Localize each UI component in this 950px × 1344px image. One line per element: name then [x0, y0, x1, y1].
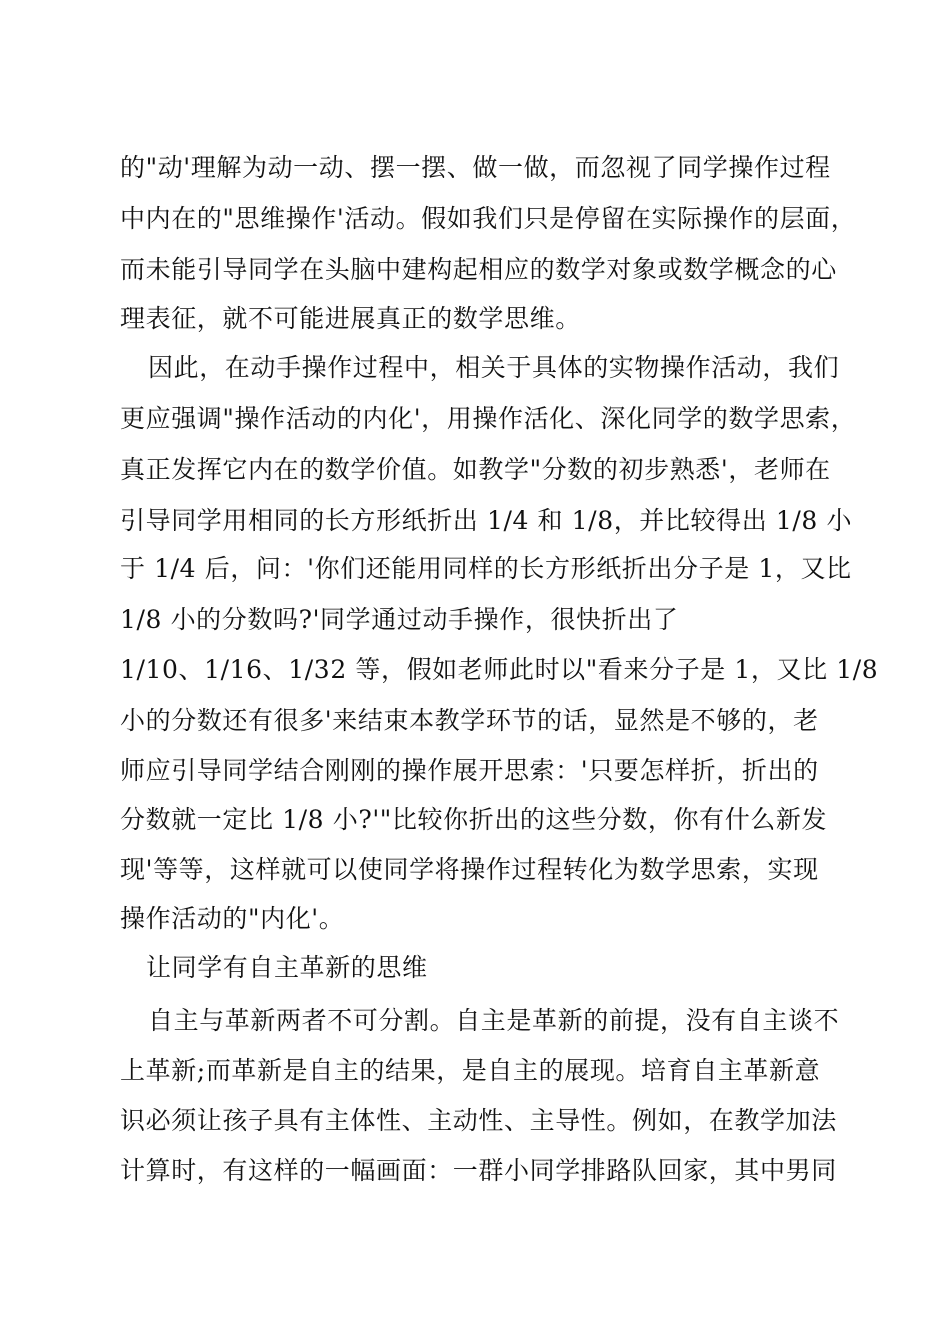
paragraph-line-13: 师应引导同学结合刚刚的操作展开思索：'只要怎样折，折出的 [120, 756, 819, 785]
paragraph-line-20: 计算时，有这样的一幅画面：一群小同学排路队回家，其中男同 [120, 1156, 837, 1185]
paragraph-line-7: 真正发挥它内在的数学价值。如教学"分数的初步熟悉'，老师在 [120, 455, 831, 484]
paragraph-line-19: 识必须让孩子具有主体性、主动性、主导性。例如，在教学加法 [120, 1106, 837, 1135]
paragraph-line-9: 于 1/4 后，问：'你们还能用同样的长方形纸折出分子是 1，又比 [120, 554, 852, 583]
paragraph-line-4: 理表征，就不可能进展真正的数学思维。 [120, 304, 581, 333]
paragraph-line-18: 上革新;而革新是自主的结果，是自主的展现。培育自主革新意 [120, 1056, 821, 1085]
paragraph-line-11: 1/10、1/16、1/32 等，假如老师此时以"看来分子是 1，又比 1/8 [120, 655, 879, 684]
paragraph-line-5: 因此，在动手操作过程中，相关于具体的实物操作活动，我们 [148, 353, 840, 382]
paragraph-line-3: 而未能引导同学在头脑中建构起相应的数学对象或数学概念的心 [120, 255, 837, 284]
paragraph-line-15: 现'等等，这样就可以使同学将操作过程转化为数学思索，实现 [120, 855, 819, 884]
paragraph-line-6: 更应强调"操作活动的内化'，用操作活化、深化同学的数学思索， [120, 404, 857, 433]
paragraph-line-8: 引导同学用相同的长方形纸折出 1/4 和 1/8，并比较得出 1/8 小 [120, 506, 853, 535]
paragraph-line-14: 分数就一定比 1/8 小?'"比较你折出的这些分数，你有什么新发 [120, 805, 828, 834]
paragraph-line-17: 自主与革新两者不可分割。自主是革新的前提，没有自主谈不 [148, 1006, 840, 1035]
paragraph-line-2: 中内在的"思维操作'活动。假如我们只是停留在实际操作的层面， [120, 204, 857, 233]
paragraph-line-12: 小的分数还有很多'来结束本教学环节的话，显然是不够的，老 [120, 706, 819, 735]
paragraph-line-1: 的"动'理解为动一动、摆一摆、做一做，而忽视了同学操作过程 [120, 153, 831, 182]
section-heading: 让同学有自主革新的思维 [146, 953, 428, 982]
paragraph-line-10: 1/8 小的分数吗?'同学通过动手操作，很快折出了 [120, 605, 679, 634]
paragraph-line-16: 操作活动的"内化'。 [120, 904, 345, 933]
